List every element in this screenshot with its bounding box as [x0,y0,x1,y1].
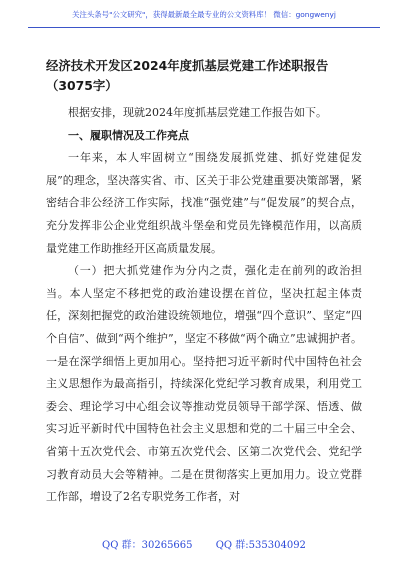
header-divider [28,27,380,28]
body-paragraph-2: （一）把大抓党建作为分内之责，强化走在前列的政治担当。本人坚定不移把党的政治建设摆在首位，坚决扛起主体责任，深刻把握党的政治建设统领地位，增强“四个意识”、坚定“四个自信”、做到“两个维护”，坚定不移做“两个确立”忠诚拥护者。一是在深学细悟上更加用心。坚持把习近平新时代中国特色社会主义思想作为最高指引，持续深化党纪学习教育成果，利用党工委会、理论学习中心组会议等推动党员领导干部学深、悟透、做实习近平新时代中国特色社会主义思想和党的二十届三中全会、省第十五次党代会、市第五次党代会、区第二次党代会、党纪学习教育动员大会等精神。二是在贯彻落实上更加用力。设立党群工作部，增设了2名专职党务工作者，对 [46,264,362,504]
header-promo-note: 关注头条号"公文研究"，获得最新最全最专业的公文资料库！ 微信：gongwenyj [72,10,336,19]
document-title: 经济技术开发区2024年度抓基层党建工作述职报告（3075字） [46,58,329,93]
intro-paragraph: 根据安排，现就2024年度抓基层党建工作报告如下。 [68,106,327,119]
document-body [46,102,362,509]
footer-qq-group-2: QQ 群:535304092 [215,540,306,551]
footer-qq-group-1: QQ 群：30265665 [102,540,193,551]
footer-qq-groups [0,536,408,551]
section-heading: 一、履职情况及工作亮点 [68,128,189,142]
body-paragraph-1: 一年来，本人牢固树立“围绕发展抓党建、抓好党建促发展”的理念，坚决落实省、市、区关于非公党建重要决策部署，紧密结合非公经济工作实际，找准“强党建”与“促发展”的契合点，充分发挥非公企业党组织战斗堡垒和党员先锋模范作用，以高质量党建工作助推经开区高质量发展。 [46,151,362,255]
